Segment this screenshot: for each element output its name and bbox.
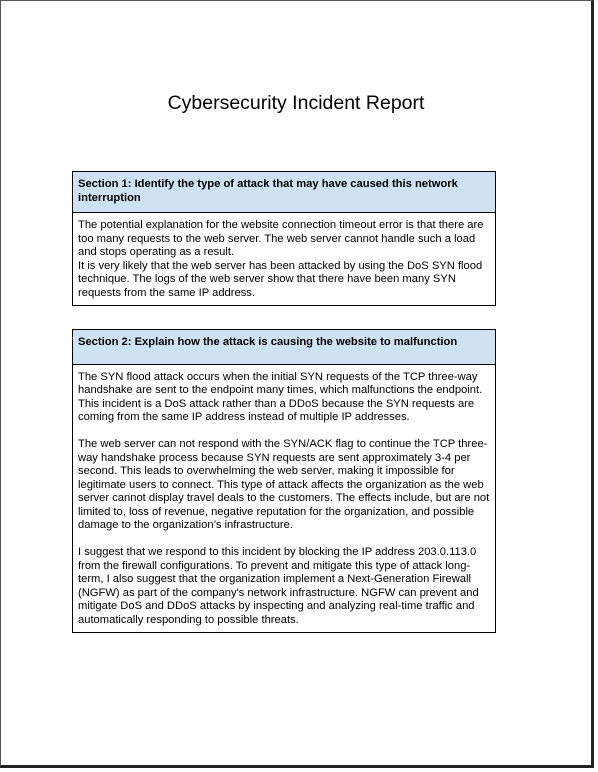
section-2-body [73,365,495,633]
section-1-heading: Section 1: Identify the type of attack that may have caused this network interruption [73,172,495,213]
section-2-paragraph-3: I suggest that we respond to this incident by blocking the IP address 203.0.113.0 from the firewall configurations. To prevent and mitigate this type of attack long-term, I also suggest that the organization implement a Next-Generation Firewall (NGFW) as part of the company's network infrastructure. NGFW can prevent and mitigate DoS and DDoS attacks by inspecting and analyzing real-time traffic and automatically responding to possible threats. [78,546,479,626]
section-1-body [73,213,495,305]
section-1-paragraph-2: It is very likely that the web server has been attacked by using the DoS SYN flood technique. The logs of the web server show that there have been many SYN requests from the same IP address. [78,259,483,299]
document-title: Cybersecurity Incident Report [167,92,425,114]
section-2-paragraph-1: The SYN flood attack occurs when the initial SYN requests of the TCP three-way handshake are sent to the endpoint many times, which malfunctions the endpoint. This incident is a DoS attack rather than a DDoS because the SYN requests are coming from the same IP address instead of multiple IP addresses. [78,370,483,423]
section-2-table [72,329,496,633]
section-2-heading: Section 2: Explain how the attack is causing the website to malfunction [73,330,495,365]
section-1-paragraph-1: The potential explanation for the website connection timeout error is that there are too many requests to the web server. The web server cannot handle such a load and stops operating as a result. [78,219,484,258]
section-1-table [72,171,496,306]
section-2-paragraph-2: The web server can not respond with the SYN/ACK flag to continue the TCP three-way handshake process because SYN requests are sent approximately 3-4 per second. This leads to overwhelming the web server, making it impossible for legitimate users to connect. This type of attack affects the organization as the web server cannot display travel deals to the customers. The effects include, but are not limited to, loss of revenue, negative reputation for the organization, and possible damage to the organization’s infrastructure. [78,438,490,531]
